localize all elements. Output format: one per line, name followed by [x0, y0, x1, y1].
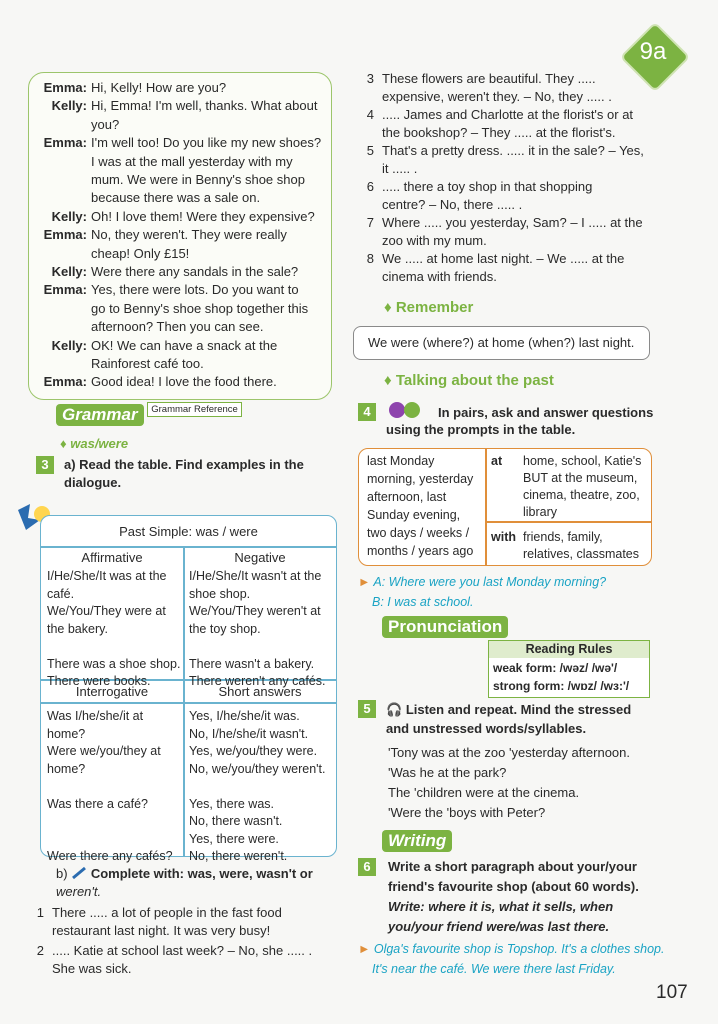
exercise-number: 6: [358, 858, 376, 876]
example-text: Olga's favourite shop is Topshop. It's a clothes shop.: [373, 942, 665, 956]
grammar-reference-tag[interactable]: Grammar Reference: [147, 402, 242, 417]
ex6-line: friend's favourite shop (about 60 words).: [388, 879, 639, 894]
prompt-time: two days / weeks /: [367, 526, 470, 540]
item-number: 6: [366, 179, 374, 194]
item-text: ..... James and Charlotte at the florist's or at: [382, 107, 634, 122]
dialogue-text: Good idea! I love the food there.: [91, 374, 277, 390]
prompt-place: cinema, theatre, zoo,: [523, 488, 640, 502]
example-line: [358, 940, 664, 958]
exercise-4: [358, 403, 654, 437]
short-answers-header: Short answers: [218, 684, 302, 699]
dialogue-line: [35, 79, 331, 97]
dialogue-line: [35, 263, 331, 281]
item-number: 7: [366, 215, 374, 230]
grammar-table: [40, 515, 337, 863]
speaker-name: Kelly:: [51, 208, 87, 224]
exercise-number: 4: [358, 403, 376, 421]
exercise-5: [358, 700, 632, 736]
exercise-6: [358, 858, 376, 876]
exercise-item: [358, 106, 658, 142]
pair-work-icon: [388, 401, 424, 419]
ex5-line2: and unstressed words/syllables.: [386, 721, 587, 736]
table-divider: [41, 546, 336, 548]
dialogue-text: Yes, there were lots. Do you want to: [91, 282, 299, 298]
dialogue-text: I'm well too! Do you like my new shoes?: [91, 135, 322, 151]
short-answer-text: Yes, there were.: [189, 831, 279, 846]
dialogue-text: Were there any sandals in the sale?: [91, 264, 299, 279]
prompt-time: afternoon, last: [367, 490, 447, 504]
pronunciation-sentence: 'Was he at the park?: [388, 765, 507, 780]
item-text: She was sick.: [52, 961, 132, 976]
dialogue-text: No, they weren't. They were really: [91, 227, 287, 243]
interrogative-text: home?: [47, 761, 86, 776]
item-text: We ..... at home last night. – We ..... at the: [382, 251, 625, 266]
item-number: 8: [366, 251, 374, 266]
interrogative-text: home?: [47, 726, 86, 741]
pencil-icon: [71, 866, 87, 880]
affirmative-header: Affirmative: [81, 550, 143, 565]
negative-text: There weren't any cafés.: [189, 674, 326, 688]
interrogative-text: Were there any cafés?: [47, 849, 173, 863]
dialogue-line: [35, 226, 331, 244]
dialogue-line: [35, 208, 331, 226]
writing-heading: [382, 830, 452, 852]
prompt-time: Sunday evening,: [367, 508, 461, 522]
headphones-icon: 🎧: [386, 702, 403, 717]
item-number: 4: [366, 107, 374, 122]
dialogue-line: [35, 245, 331, 263]
grammar-topic: ♦ was/were: [60, 436, 129, 451]
dialogue-text: afternoon? Then you can see.: [91, 319, 264, 335]
negative-header: Negative: [234, 550, 286, 565]
item-text: the bookshop? – They ..... at the florist's.: [382, 125, 616, 140]
example-text: It's near the café. We were there last Friday.: [372, 962, 616, 976]
dialogue-box: [28, 72, 332, 400]
dialogue-line: [35, 300, 331, 318]
item-text: zoo with my mum.: [382, 233, 487, 248]
pronunciation-sentence: The 'children were at the cinema.: [388, 785, 580, 800]
exercise-item: [358, 250, 658, 286]
item-text: ..... there a toy shop in that shopping: [382, 179, 593, 194]
ex3a-line2: dialogue.: [64, 475, 122, 490]
dialogue-text: Hi, Emma! I'm well, thanks. What about: [91, 98, 318, 114]
item-text: There ..... a lot of people in the fast food: [52, 905, 282, 920]
speaker-name: Emma:: [43, 80, 87, 95]
prompt-with-label: with: [491, 530, 516, 544]
short-answer-text: Yes, we/you/they were.: [189, 744, 318, 758]
dialogue-text: cheap! Only £15!: [91, 245, 190, 261]
item-text: it ..... .: [382, 161, 418, 176]
prompt-time: last Monday: [367, 454, 435, 468]
dialogue-text: OK! We can have a snack at the: [91, 337, 278, 353]
example-a: A: Where were you last Monday morning?: [373, 575, 607, 589]
reading-rules-title: Reading Rules: [489, 641, 649, 658]
pronunciation-sentence: 'Were the 'boys with Peter?: [388, 805, 546, 820]
ex3b-label: b): [56, 866, 68, 881]
negative-text: shoe shop.: [189, 586, 251, 601]
talking-heading: ♦ Talking about the past: [384, 372, 554, 389]
ex4-line2: using the prompts in the table.: [386, 422, 576, 437]
short-answer-text: Yes, I/he/she/it was.: [189, 709, 300, 723]
prompt-place: BUT at the museum,: [523, 471, 638, 485]
speaker-name: Emma:: [43, 374, 87, 390]
item-text: That's a pretty dress. ..... it in the sale? – Yes,: [382, 143, 644, 158]
affirmative-text: café.: [47, 586, 75, 601]
short-answer-text: No, there wasn't.: [189, 814, 283, 828]
ex5-instructions: [386, 700, 656, 738]
example-dialogue-4: ► A: Where were you last Monday morning? B: I was at school.: [358, 575, 607, 609]
table-divider: [41, 702, 336, 704]
example-b: B: I was at school.: [372, 595, 474, 609]
exercise-3a: [36, 456, 304, 490]
table-title: Past Simple: was / were: [119, 524, 258, 539]
exercise-item: [28, 904, 338, 940]
dialogue-text: Hi, Kelly! How are you?: [91, 80, 227, 95]
prompt-at-label: at: [491, 454, 503, 468]
grammar-topic-text: was/were: [70, 436, 129, 451]
page-number: 107: [656, 982, 688, 1003]
dialogue-text: go to Benny's shoe shop together this: [91, 300, 309, 316]
prompts-table: [358, 448, 652, 566]
exercise-number: 5: [358, 700, 376, 718]
grammar-heading: [56, 404, 242, 426]
item-number: 3: [366, 71, 374, 86]
affirmative-text: the bakery.: [47, 621, 108, 636]
interrogative-text: Were we/you/they at: [47, 744, 161, 758]
item-text: Where ..... you yesterday, Sam? – I ..... at the: [382, 215, 643, 230]
item-number: 5: [366, 143, 374, 158]
dialogue-line: [35, 355, 331, 373]
dialogue-line: [35, 189, 331, 207]
indent: [358, 962, 372, 976]
dialogue-text: because there was a sale on.: [91, 190, 261, 206]
speaker-name: Emma:: [43, 282, 87, 298]
dialogue-text: you?: [91, 116, 120, 132]
prompt-person: relatives, classmates: [523, 547, 640, 561]
prompt-place: home, school, Katie's: [523, 454, 642, 468]
dialogue-text: I was at the mall yesterday with my: [91, 153, 293, 169]
ex3a-line1: a) Read the table. Find examples in the: [64, 457, 304, 472]
negative-text: I/He/She/It wasn't at the: [189, 569, 322, 583]
pronunciation-sentence: 'Tony was at the zoo 'yesterday afternoon.: [388, 745, 630, 760]
dialogue-line: [35, 116, 331, 134]
exercise-item: [28, 942, 338, 978]
exercise-number: 3: [36, 456, 54, 474]
short-answer-text: Yes, there was.: [189, 796, 275, 811]
prompt-person: friends, family,: [523, 530, 603, 544]
item-text: These flowers are beautiful. They .....: [382, 71, 596, 86]
short-answer-text: No, I/he/she/it wasn't.: [189, 726, 309, 741]
writing-title: Writing: [382, 830, 452, 852]
dialogue-line: [35, 97, 331, 115]
speaker-name: Kelly:: [51, 98, 87, 114]
dialogue-line: [35, 153, 331, 171]
affirmative-text: There were books.: [47, 674, 151, 688]
short-answer-text: No, there weren't.: [189, 849, 288, 863]
item-number: 2: [36, 943, 44, 958]
exercise-item: [358, 142, 658, 178]
item-text: restaurant last night. It was very busy!: [52, 923, 271, 938]
dialogue-text: mum. We were in Benny's shoe shop: [91, 172, 305, 187]
remember-box: [353, 326, 650, 360]
negative-text: There wasn't a bakery.: [189, 656, 315, 671]
ex6-line: Write: where it is, what it sells, when: [388, 899, 614, 914]
talking-title: Talking about the past: [395, 372, 554, 389]
pronunciation-heading: [382, 616, 508, 638]
dialogue-text: Rainforest café too.: [91, 356, 204, 371]
speaker-name: Emma:: [43, 227, 87, 243]
prompt-time: morning, yesterday: [367, 472, 474, 486]
dialogue-line: [35, 337, 331, 355]
strong-form: strong form: /wɒz/ /wɜ:'/: [493, 679, 630, 693]
exercise-3a-instructions: [64, 456, 354, 492]
affirmative-text: We/You/They were at: [47, 604, 166, 618]
ex3b-line1: Complete with: was, were, wasn't or: [90, 866, 313, 881]
prompt-time: months / years ago: [367, 544, 474, 558]
speaker-name: Kelly:: [51, 337, 87, 353]
remember-title: Remember: [395, 299, 474, 316]
ex4-instructions: [438, 403, 658, 422]
dialogue-line: [35, 318, 331, 336]
dialogue-line: [35, 373, 331, 391]
ex6-line: you/your friend were/was last there.: [388, 919, 610, 934]
item-text: expensive, weren't they. – No, they ..... .: [382, 89, 612, 104]
item-number: 1: [36, 905, 44, 920]
weak-form: weak form: /wəz/ /wə'/: [493, 661, 618, 675]
remember-heading: ♦ Remember: [384, 299, 474, 316]
affirmative-text: There was a shoe shop.: [47, 656, 181, 671]
prompt-place: library: [523, 505, 558, 519]
ex5-line1: Listen and repeat. Mind the stressed: [405, 702, 632, 717]
exercise-item: [358, 214, 658, 250]
short-answer-text: No, we/you/they weren't.: [189, 761, 326, 776]
interrogative-text: Was I/he/she/it at: [47, 709, 144, 723]
item-text: cinema with friends.: [382, 269, 497, 284]
reading-rules-box: [488, 640, 650, 698]
negative-text: We/You/They weren't at: [189, 604, 321, 618]
pronunciation-title: Pronunciation: [382, 616, 508, 638]
exercise-3b: [56, 865, 313, 901]
exercise-item: [358, 178, 658, 214]
interrogative-header: Interrogative: [75, 684, 149, 699]
exercise-item: [358, 70, 658, 106]
item-text: ..... Katie at school last week? – No, she ..... .: [52, 943, 313, 958]
ex6-line: Write a short paragraph about your/your: [388, 859, 637, 874]
badge-label: 9a: [639, 38, 667, 65]
grammar-title: Grammar: [56, 404, 144, 426]
ex4-line1: In pairs, ask and answer questions: [438, 405, 654, 420]
interrogative-text: Was there a café?: [47, 796, 148, 811]
prompts-divider: [485, 521, 651, 523]
speaker-name: Kelly:: [51, 264, 87, 279]
speaker-name: Emma:: [43, 135, 87, 151]
dialogue-line: [35, 171, 331, 189]
arrow-icon: ►: [358, 942, 374, 956]
affirmative-text: I/He/She/It was at the: [47, 569, 167, 583]
negative-text: the toy shop.: [189, 621, 261, 636]
dialogue-line: [35, 134, 331, 152]
dialogue-line: [35, 281, 331, 299]
example-line: [358, 960, 616, 978]
item-text: centre? – No, there ..... .: [382, 197, 523, 212]
remember-text: We were (where?) at home (when?) last night.: [368, 335, 635, 350]
dialogue-text: Oh! I love them! Were they expensive?: [91, 208, 315, 224]
prompts-divider: [485, 449, 487, 565]
ex3b-line2: weren't.: [56, 884, 102, 899]
